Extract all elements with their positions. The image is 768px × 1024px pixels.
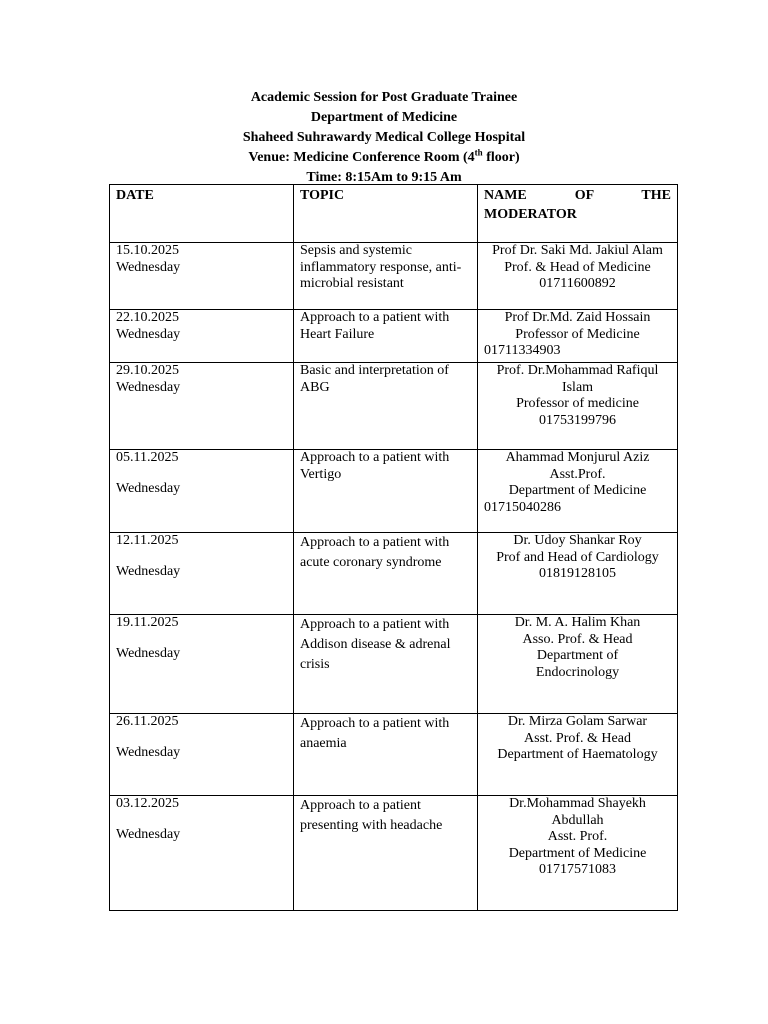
table-row bbox=[110, 450, 678, 533]
moderator-phone: 01717571083 bbox=[539, 862, 616, 877]
moderator-department: Department of bbox=[536, 648, 619, 663]
venue-text: Venue: Medicine Conference Room (4 bbox=[248, 150, 475, 165]
moderator-title: Prof and Head of Cardiology bbox=[496, 549, 659, 565]
moderator-name: Prof Dr. Saki Md. Jakiul Alam bbox=[492, 243, 663, 258]
topic-cell: Approach to a patient with Vertigo bbox=[294, 450, 478, 533]
session-day: Wednesday bbox=[116, 744, 181, 760]
venue-superscript: th bbox=[474, 147, 483, 158]
spacer bbox=[116, 632, 287, 646]
moderator-cell bbox=[478, 363, 678, 450]
table-row bbox=[110, 310, 678, 363]
session-date: 05.11.2025 bbox=[116, 450, 179, 465]
table-row bbox=[110, 533, 678, 615]
header-time: Time: 8:15Am to 9:15 Am bbox=[306, 170, 462, 185]
header-institution: Shaheed Suhrawardy Medical College Hospital bbox=[242, 130, 526, 145]
session-date: 12.11.2025 bbox=[116, 533, 179, 548]
moderator-cell bbox=[478, 310, 678, 363]
venue-suffix: floor) bbox=[482, 150, 520, 165]
moderator-phone: 01753199796 bbox=[539, 412, 616, 428]
moderator-department: Department of Haematology bbox=[497, 747, 658, 762]
header-venue bbox=[0, 148, 768, 168]
moderator-title: Asst. Prof. & Head bbox=[524, 730, 631, 746]
session-date: 26.11.2025 bbox=[116, 714, 179, 729]
moderator-department: Department of Medicine bbox=[508, 483, 647, 498]
spacer bbox=[116, 467, 287, 481]
header-moderator-line1: NAME OF THE bbox=[484, 188, 671, 203]
table-row bbox=[110, 615, 678, 714]
moderator-name: Prof. Dr.Mohammad Rafiqul Islam bbox=[496, 363, 659, 395]
date-cell bbox=[110, 714, 294, 796]
date-cell bbox=[110, 363, 294, 450]
table-header-row bbox=[110, 185, 678, 243]
topic-cell: Sepsis and systemic inflammatory response, anti-microbial resistant bbox=[294, 243, 478, 310]
table-row bbox=[110, 363, 678, 450]
header-topic: TOPIC bbox=[294, 185, 478, 243]
moderator-cell bbox=[478, 615, 678, 714]
moderator-name: Dr. Udoy Shankar Roy bbox=[513, 533, 642, 548]
moderator-department: Department of Medicine bbox=[508, 845, 647, 861]
topic-cell: Approach to a patient with Addison disease & adrenal crisis bbox=[294, 615, 478, 714]
date-cell bbox=[110, 310, 294, 363]
moderator-title: Asst.Prof. bbox=[549, 466, 606, 482]
spacer bbox=[116, 813, 287, 827]
moderator-phone: 01711600892 bbox=[539, 276, 616, 291]
header-moderator-line2: MODERATOR bbox=[484, 207, 577, 222]
session-date: 03.12.2025 bbox=[116, 796, 179, 811]
topic-cell: Approach to a patient with Heart Failure bbox=[294, 310, 478, 363]
header-date: DATE bbox=[110, 185, 294, 243]
moderator-department-name: Endocrinology bbox=[535, 664, 620, 680]
moderator-phone: 01715040286 bbox=[484, 499, 561, 515]
date-cell bbox=[110, 243, 294, 310]
moderator-title: Asst. Prof. bbox=[547, 829, 608, 844]
moderator-cell bbox=[478, 450, 678, 533]
header-title: Academic Session for Post Graduate Trainee bbox=[250, 90, 518, 105]
topic-cell: Approach to a patient with anaemia bbox=[294, 714, 478, 796]
moderator-title: Professor of medicine bbox=[516, 396, 639, 411]
date-cell bbox=[110, 796, 294, 911]
session-date: 22.10.2025 bbox=[116, 310, 179, 325]
topic-cell: Approach to a patient presenting with headache bbox=[294, 796, 478, 911]
table-row bbox=[110, 796, 678, 911]
moderator-title: Professor of Medicine bbox=[515, 326, 640, 342]
table-row bbox=[110, 714, 678, 796]
topic-cell: Basic and interpretation of ABG bbox=[294, 363, 478, 450]
session-day: Wednesday bbox=[116, 645, 181, 661]
moderator-name: Dr. Mirza Golam Sarwar bbox=[507, 714, 648, 729]
header-moderator bbox=[478, 185, 678, 243]
moderator-name: Dr.Mohammad Shayekh Abdullah bbox=[509, 796, 646, 828]
date-cell bbox=[110, 615, 294, 714]
document-header bbox=[0, 88, 768, 188]
session-day: Wednesday bbox=[116, 480, 181, 496]
header-department: Department of Medicine bbox=[310, 110, 458, 125]
moderator-cell bbox=[478, 243, 678, 310]
moderator-cell bbox=[478, 714, 678, 796]
session-day: Wednesday bbox=[116, 259, 181, 275]
spacer bbox=[116, 550, 287, 564]
session-date: 29.10.2025 bbox=[116, 363, 179, 378]
moderator-phone: 01819128105 bbox=[539, 566, 616, 581]
date-cell bbox=[110, 450, 294, 533]
moderator-cell bbox=[478, 533, 678, 615]
session-day: Wednesday bbox=[116, 563, 181, 579]
session-day: Wednesday bbox=[116, 826, 181, 842]
moderator-name: Prof Dr.Md. Zaid Hossain bbox=[504, 310, 651, 325]
schedule-table bbox=[109, 184, 678, 911]
date-cell bbox=[110, 533, 294, 615]
session-day: Wednesday bbox=[116, 379, 181, 395]
moderator-name: Ahammad Monjurul Aziz bbox=[505, 450, 650, 465]
moderator-name: Dr. M. A. Halim Khan bbox=[514, 615, 641, 630]
session-date: 15.10.2025 bbox=[116, 243, 179, 258]
session-date: 19.11.2025 bbox=[116, 615, 179, 630]
moderator-cell bbox=[478, 796, 678, 911]
topic-cell: Approach to a patient with acute coronary syndrome bbox=[294, 533, 478, 615]
session-day: Wednesday bbox=[116, 326, 181, 342]
moderator-title: Asso. Prof. & Head bbox=[522, 631, 633, 647]
table-row bbox=[110, 243, 678, 310]
moderator-phone: 01711334903 bbox=[484, 343, 561, 358]
moderator-title: Prof. & Head of Medicine bbox=[504, 259, 651, 275]
spacer bbox=[116, 731, 287, 745]
